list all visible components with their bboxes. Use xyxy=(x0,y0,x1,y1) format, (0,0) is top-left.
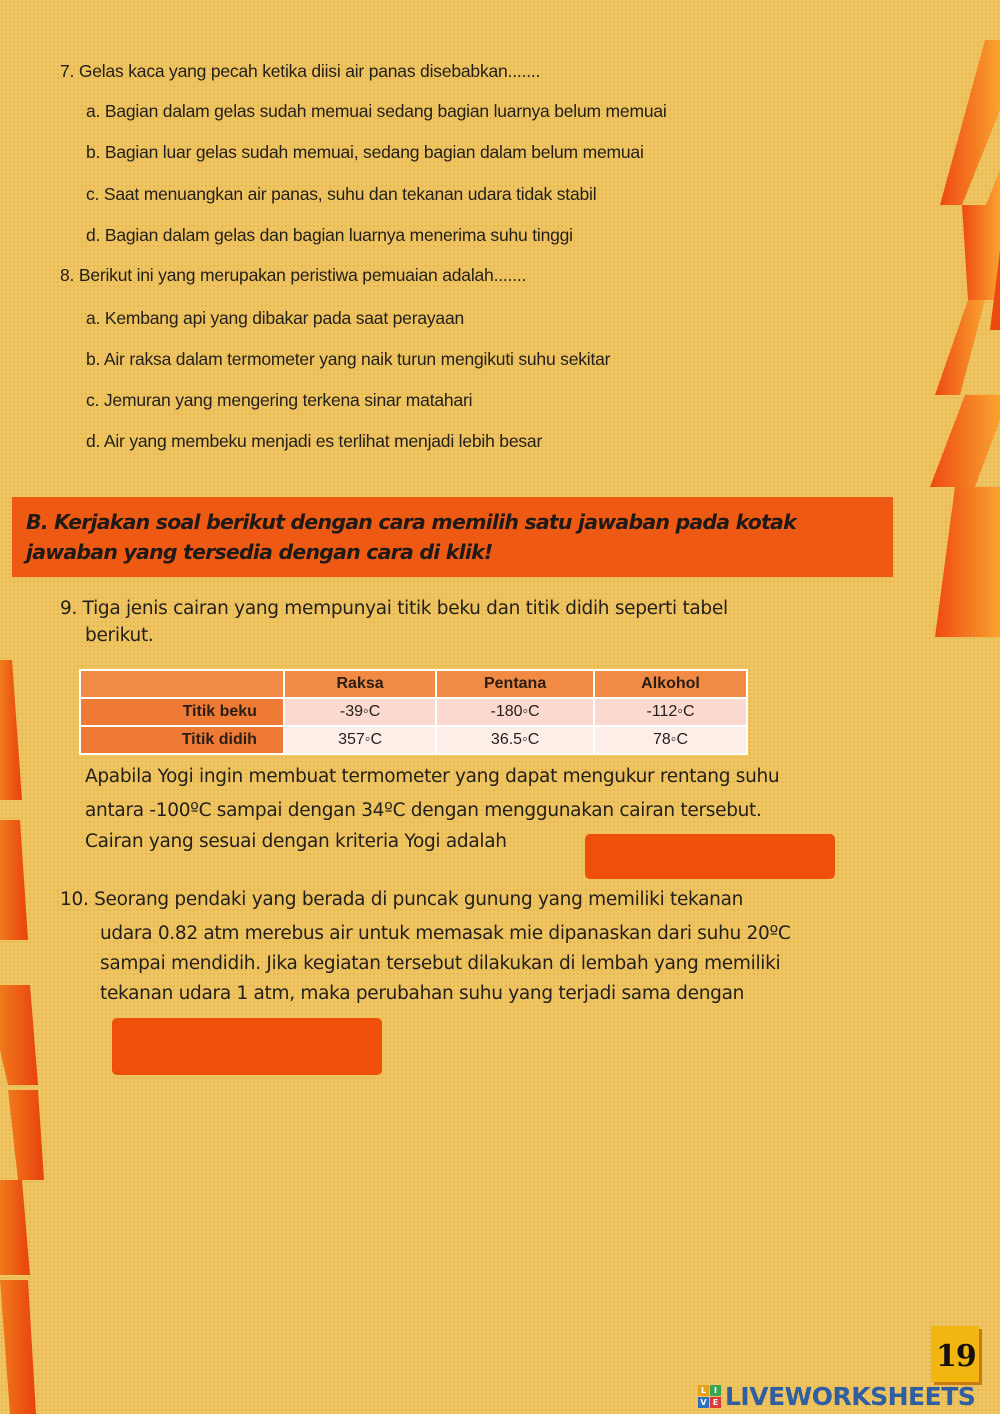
answer-dropdown-question-10[interactable] xyxy=(112,1018,382,1075)
table-header-row xyxy=(80,670,747,698)
right-stripe-2 xyxy=(962,170,1000,300)
question-9-line-1: 9. Tiga jenis cairan yang mempunyai titik beku dan titik didih seperti tabel xyxy=(60,598,728,619)
table-header-cell: Raksa xyxy=(284,670,436,698)
question-7-option-c: c. Saat menuangkan air panas, suhu dan tekanan udara tidak stabil xyxy=(86,184,597,204)
page-number: 19 xyxy=(936,1339,976,1374)
logo-letter-e: E xyxy=(710,1397,721,1408)
table-cell: -112◦C xyxy=(594,698,747,726)
left-stripe-3 xyxy=(0,985,38,1085)
section-b-instructions xyxy=(26,507,879,567)
liquid-properties-table xyxy=(79,669,748,755)
question-8-text: 8. Berikut ini yang merupakan peristiwa pemuaian adalah....... xyxy=(60,265,527,285)
question-9-line-3: Apabila Yogi ingin membuat termometer yang dapat mengukur rentang suhu xyxy=(85,766,780,787)
question-8-option-d: d. Air yang membeku menjadi es terlihat menjadi lebih besar xyxy=(86,431,543,451)
question-7-option-d: d. Bagian dalam gelas dan bagian luarnya menerima suhu tinggi xyxy=(86,225,573,245)
right-stripe-1 xyxy=(940,40,1000,205)
table-header-cell xyxy=(80,670,284,698)
question-10-line-4: tekanan udara 1 atm, maka perubahan suhu yang terjadi sama dengan xyxy=(100,983,745,1004)
right-stripe-4 xyxy=(930,395,1000,487)
question-9-line-2: berikut. xyxy=(85,625,154,646)
left-stripe-4 xyxy=(8,1090,44,1180)
table-row-label: Titik didih xyxy=(80,726,284,754)
section-b-line-1: B. Kerjakan soal berikut dengan cara memilih satu jawaban pada kotak xyxy=(26,510,796,534)
table-cell: 78◦C xyxy=(594,726,747,754)
question-9-line-4: antara -100ºC sampai dengan 34ºC dengan menggunakan cairan tersebut. xyxy=(85,800,762,821)
question-7-option-a: a. Bagian dalam gelas sudah memuai sedang bagian luarnya belum memuai xyxy=(86,101,667,121)
right-stripe-5 xyxy=(935,487,1000,637)
question-10-line-1: 10. Seorang pendaki yang berada di puncak gunung yang memiliki tekanan xyxy=(60,889,744,910)
table-cell: 357◦C xyxy=(284,726,436,754)
right-stripe-3 xyxy=(935,300,985,395)
question-10-line-2: udara 0.82 atm merebus air untuk memasak mie dipanaskan dari suhu 20ºC xyxy=(100,923,791,944)
table-row-label: Titik beku xyxy=(80,698,284,726)
left-stripe-5 xyxy=(0,1180,30,1275)
table-row xyxy=(80,726,747,754)
liveworksheets-wordmark: LIVEWORKSHEETS xyxy=(725,1382,976,1411)
question-8-option-c: c. Jemuran yang mengering terkena sinar matahari xyxy=(86,390,473,410)
table-cell: 36.5◦C xyxy=(436,726,594,754)
table-cell: -39◦C xyxy=(284,698,436,726)
left-stripe-2 xyxy=(0,820,28,940)
right-stripe-6 xyxy=(990,250,1000,330)
answer-dropdown-question-9[interactable] xyxy=(585,834,835,879)
table-header-cell: Alkohol xyxy=(594,670,747,698)
question-8-option-a: a. Kembang api yang dibakar pada saat perayaan xyxy=(86,308,465,328)
table-cell: -180◦C xyxy=(436,698,594,726)
question-7-text: 7. Gelas kaca yang pecah ketika diisi air panas disebabkan....... xyxy=(60,61,541,81)
question-10-line-3: sampai mendidih. Jika kegiatan tersebut dilakukan di lembah yang memiliki xyxy=(100,953,781,974)
logo-letter-i: I xyxy=(710,1385,721,1396)
section-b-banner xyxy=(12,497,893,577)
table-header-cell: Pentana xyxy=(436,670,594,698)
logo-letter-v: V xyxy=(698,1397,709,1408)
liveworksheets-logo[interactable] xyxy=(698,1382,975,1411)
question-9-line-5: Cairan yang sesuai dengan kriteria Yogi adalah xyxy=(85,831,507,852)
left-stripe-1 xyxy=(0,660,22,800)
table-row xyxy=(80,698,747,726)
question-7-option-b: b. Bagian luar gelas sudah memuai, sedang bagian dalam belum memuai xyxy=(86,142,644,162)
liveworksheets-icon xyxy=(698,1385,721,1408)
logo-letter-l: L xyxy=(698,1385,709,1396)
left-stripe-6 xyxy=(0,1280,36,1414)
section-b-line-2: jawaban yang tersedia dengan cara di klik! xyxy=(26,540,493,564)
question-8-option-b: b. Air raksa dalam termometer yang naik turun mengikuti suhu sekitar xyxy=(86,349,611,369)
